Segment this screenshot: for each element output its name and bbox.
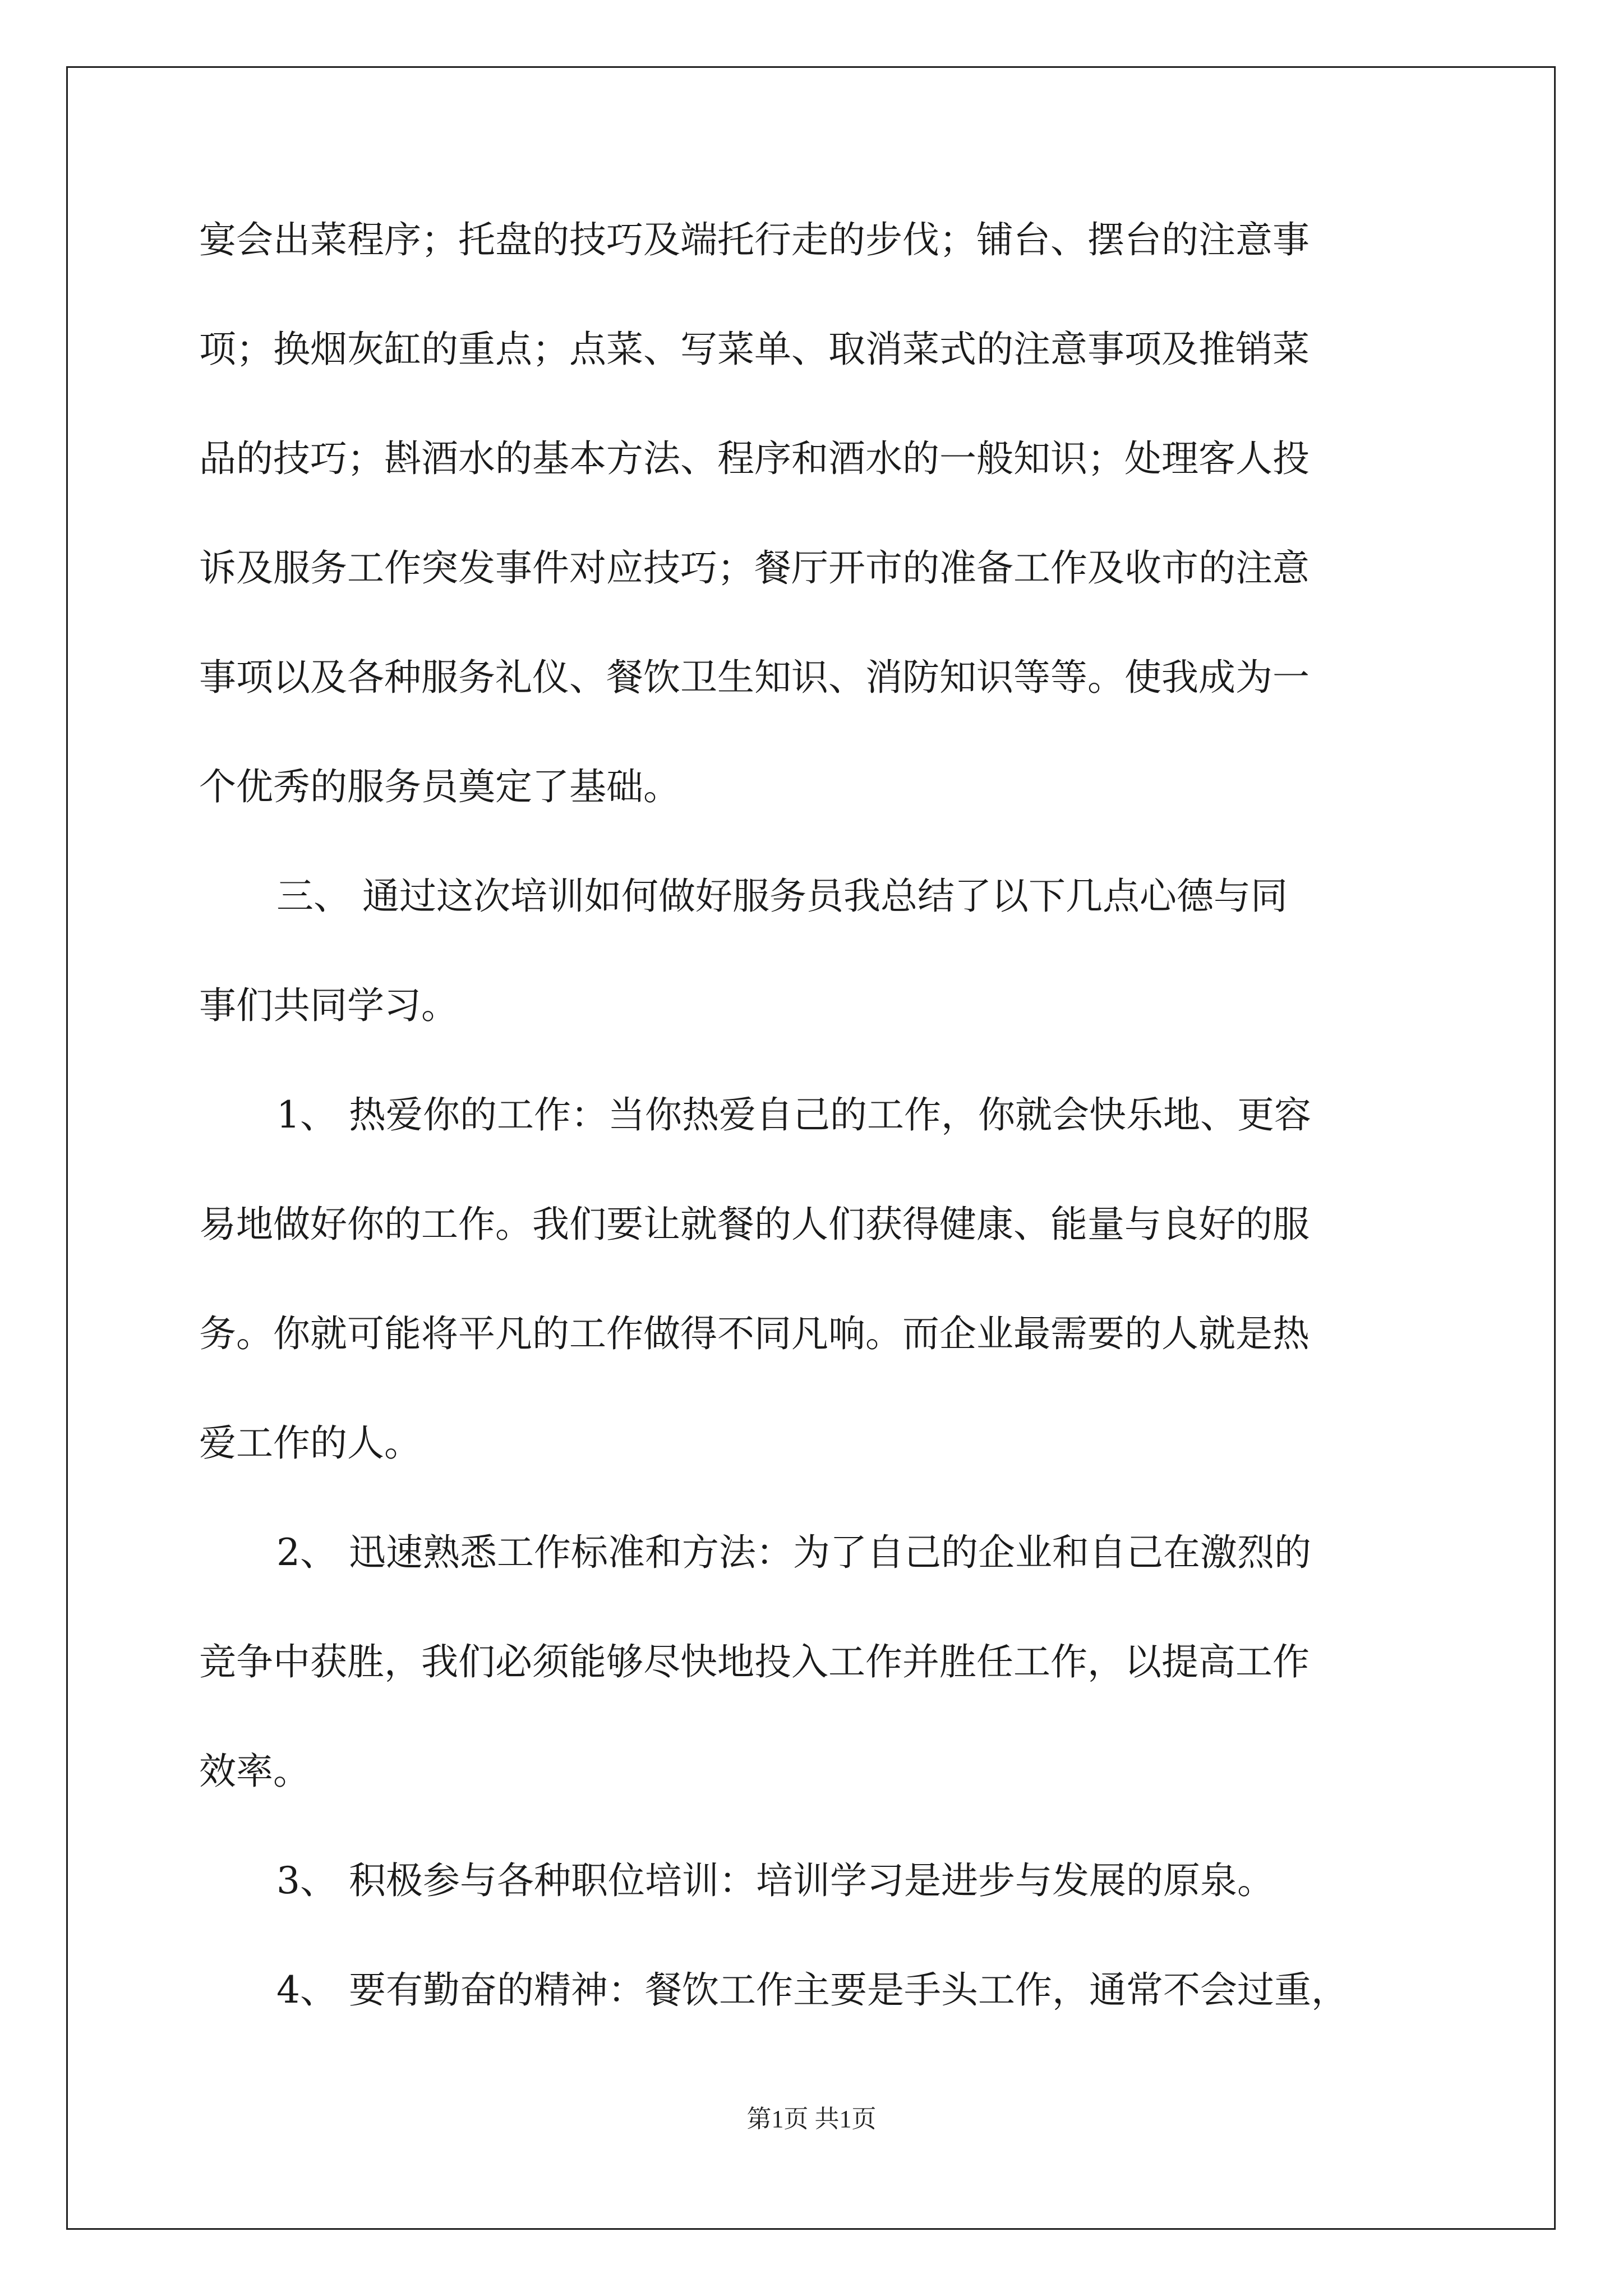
page-number-footer: 第1页 共1页: [746, 2105, 877, 2133]
text-line-11: 务。你就可能将平凡的工作做得不同凡响。而企业最需要的人就是热: [199, 1312, 1310, 1355]
text-line-14: 竞争中获胜，我们必须能够尽快地投入工作并胜任工作，以提高工作: [199, 1640, 1310, 1683]
text-line-2: 项；换烟灰缸的重点；点菜、写菜单、取消菜式的注意事项及推销菜: [199, 328, 1310, 371]
text-line-3: 品的技巧；斟酒水的基本方法、程序和酒水的一般知识；处理客人投: [199, 437, 1310, 480]
text-line-10: 易地做好你的工作。我们要让就餐的人们获得健康、能量与良好的服: [199, 1203, 1310, 1246]
text-line-15: 效率。: [199, 1750, 310, 1793]
text-line-6: 个优秀的服务员奠定了基础。: [199, 765, 680, 808]
text-line-5: 事项以及各种服务礼仪、餐饮卫生知识、消防知识等等。使我成为一: [199, 656, 1310, 699]
text-line-4: 诉及服务工作突发事件对应技巧；餐厅开市的准备工作及收市的注意: [199, 546, 1310, 590]
section-three-heading: 三、 通过这次培训如何做好服务员我总结了以下几点心德与同: [276, 875, 1288, 918]
item-3-heading: 3、 积极参与各种职位培训：培训学习是进步与发展的原泉。: [276, 1859, 1274, 1902]
item-1-heading: 1、 热爱你的工作：当你热爱自己的工作，你就会快乐地、更容: [276, 1093, 1311, 1137]
text-line-1: 宴会出菜程序；托盘的技巧及端托行走的步伐；铺台、摆台的注意事: [199, 218, 1310, 261]
item-2-heading: 2、 迅速熟悉工作标准和方法：为了自己的企业和自己在激烈的: [276, 1531, 1311, 1574]
text-line-12: 爱工作的人。: [199, 1421, 421, 1465]
item-4-heading: 4、 要有勤奋的精神：餐饮工作主要是手头工作，通常不会过重，: [276, 1968, 1348, 2012]
document-body: [199, 212, 1427, 2072]
text-line-8: 事们共同学习。: [199, 984, 458, 1027]
